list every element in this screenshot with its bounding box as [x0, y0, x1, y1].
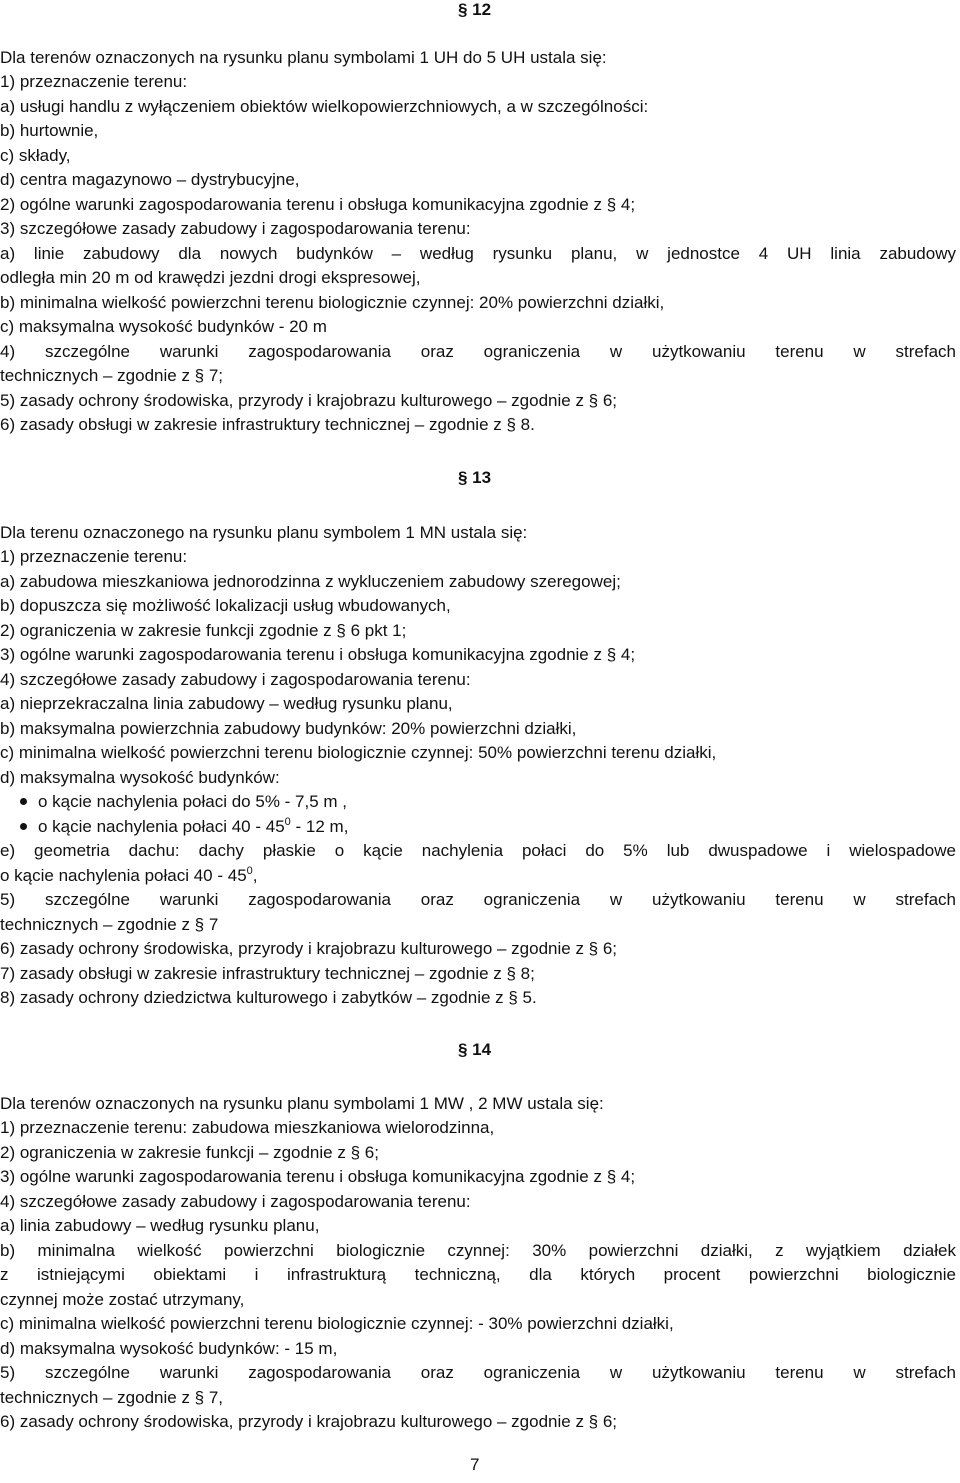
s13-line: Dla terenu oznaczonego na rysunku planu symbolem 1 MN ustala się: — [0, 523, 528, 542]
s13-line: b) dopuszcza się możliwość lokalizacji usług wbudowanych, — [0, 596, 451, 615]
page-number: 7 — [470, 1455, 480, 1474]
s12-line: 2) ogólne warunki zagospodarowania terenu i obsługa komunikacyjna zgodnie z § 4; — [0, 195, 636, 214]
s12-line: d) centra magazynowo – dystrybucyjne, — [0, 170, 300, 189]
s13-line: 4) szczegółowe zasady zabudowy i zagospodarowania terenu: — [0, 670, 471, 689]
degree-superscript: 0 — [246, 865, 253, 877]
s13-line: 2) ograniczenia w zakresie funkcji zgodnie z § 6 pkt 1; — [0, 621, 407, 640]
section-14-heading: § 14 — [458, 1040, 492, 1059]
s12-line: c) maksymalna wysokość budynków - 20 m — [0, 317, 327, 336]
s12-line: technicznych – zgodnie z § 7; — [0, 366, 224, 385]
line-text-end: , — [252, 866, 258, 885]
s13-line: 7) zasady obsługi w zakresie infrastruktury technicznej – zgodnie z § 8; — [0, 964, 535, 983]
s14-line: 3) ogólne warunki zagospodarowania terenu i obsługa komunikacyjna zgodnie z § 4; — [0, 1167, 636, 1186]
line-text: o kącie nachylenia połaci 40 - 45 — [0, 866, 247, 885]
s12-line: a) linie zabudowy dla nowych budynków – według rysunku planu, w jednostce 4 UH linia zabudowy — [0, 244, 956, 263]
s14-line: 6) zasady ochrony środowiska, przyrody i krajobrazu kulturowego – zgodnie z § 6; — [0, 1412, 618, 1431]
bullet-text: o kącie nachylenia połaci do 5% - 7,5 m , — [38, 792, 348, 811]
s13-line: c) minimalna wielkość powierzchni terenu biologicznie czynnej: 50% powierzchni terenu działki, — [0, 743, 717, 762]
s13-line: technicznych – zgodnie z § 7 — [0, 915, 219, 934]
s13-line: d) maksymalna wysokość budynków: — [0, 768, 280, 787]
s12-line: 5) zasady ochrony środowiska, przyrody i krajobrazu kulturowego – zgodnie z § 6; — [0, 391, 618, 410]
bullet-text: o kącie nachylenia połaci 40 - 45 — [38, 817, 285, 836]
s14-line: 4) szczegółowe zasady zabudowy i zagospodarowania terenu: — [0, 1192, 471, 1211]
s12-line: a) usługi handlu z wyłączeniem obiektów wielkopowierzchniowych, a w szczególności: — [0, 97, 649, 116]
s13-line: 3) ogólne warunki zagospodarowania terenu i obsługa komunikacyjna zgodnie z § 4; — [0, 645, 636, 664]
s14-line: 5) szczególne warunki zagospodarowania oraz ograniczenia w użytkowaniu terenu w strefach — [0, 1363, 956, 1382]
s12-line: c) składy, — [0, 146, 71, 165]
s12-line: 4) szczególne warunki zagospodarowania oraz ograniczenia w użytkowaniu terenu w strefach — [0, 342, 956, 361]
s12-line: 6) zasady obsługi w zakresie infrastruktury technicznej – zgodnie z § 8. — [0, 415, 535, 434]
s13-line: e) geometria dachu: dachy płaskie o kącie nachylenia połaci do 5% lub dwuspadowe i wielospadowe — [0, 841, 956, 860]
s14-line: 1) przeznaczenie terenu: zabudowa mieszkaniowa wielorodzinna, — [0, 1118, 495, 1137]
s12-line: b) hurtownie, — [0, 121, 99, 140]
s14-line: 2) ograniczenia w zakresie funkcji – zgodnie z § 6; — [0, 1143, 379, 1162]
s14-line: czynnej może zostać utrzymany, — [0, 1290, 245, 1309]
s14-line: a) linia zabudowy – według rysunku planu, — [0, 1216, 320, 1235]
s13-line — [0, 866, 258, 888]
bullet-text-end: - 12 m, — [290, 817, 349, 836]
section-13-heading: § 13 — [458, 468, 492, 487]
s14-line: b) minimalna wielkość powierzchni biologicznie czynnej: 30% powierzchni działki, z wyjątkiem działek — [0, 1241, 956, 1260]
s13-line: 8) zasady ochrony dziedzictwa kulturowego i zabytków – zgodnie z § 5. — [0, 988, 537, 1007]
s13-line: 5) szczególne warunki zagospodarowania oraz ograniczenia w użytkowaniu terenu w strefach — [0, 890, 956, 909]
s14-line: Dla terenów oznaczonych na rysunku planu symbolami 1 MW , 2 MW ustala się: — [0, 1094, 604, 1113]
s13-line: a) zabudowa mieszkaniowa jednorodzinna z wykluczeniem zabudowy szeregowej; — [0, 572, 621, 591]
s14-line: c) minimalna wielkość powierzchni terenu biologicznie czynnej: - 30% powierzchni działki, — [0, 1314, 674, 1333]
s13-line: a) nieprzekraczalna linia zabudowy – według rysunku planu, — [0, 694, 453, 713]
section-12-heading: § 12 — [458, 0, 492, 19]
s12-line: b) minimalna wielkość powierzchni terenu biologicznie czynnej: 20% powierzchni działki, — [0, 293, 665, 312]
s13-line: 1) przeznaczenie terenu: — [0, 547, 188, 566]
list-item — [0, 792, 347, 812]
s14-line: technicznych – zgodnie z § 7, — [0, 1388, 224, 1407]
bullet-icon — [20, 798, 27, 805]
s13-line: b) maksymalna powierzchnia zabudowy budynków: 20% powierzchni działki, — [0, 719, 577, 738]
list-item — [0, 817, 348, 839]
s13-line: 6) zasady ochrony środowiska, przyrody i krajobrazu kulturowego – zgodnie z § 6; — [0, 939, 618, 958]
s14-line: z istniejącymi obiektami i infrastrukturą techniczną, dla których procent powierzchni biologicznie — [0, 1265, 956, 1284]
s12-line: odległa min 20 m od krawędzi jezdni drogi ekspresowej, — [0, 268, 421, 287]
s12-line: 1) przeznaczenie terenu: — [0, 72, 188, 91]
degree-superscript: 0 — [284, 816, 291, 828]
s12-line: Dla terenów oznaczonych na rysunku planu symbolami 1 UH do 5 UH ustala się: — [0, 48, 607, 67]
s14-line: d) maksymalna wysokość budynków: - 15 m, — [0, 1339, 338, 1358]
bullet-icon — [20, 823, 27, 830]
s12-line: 3) szczegółowe zasady zabudowy i zagospodarowania terenu: — [0, 219, 471, 238]
